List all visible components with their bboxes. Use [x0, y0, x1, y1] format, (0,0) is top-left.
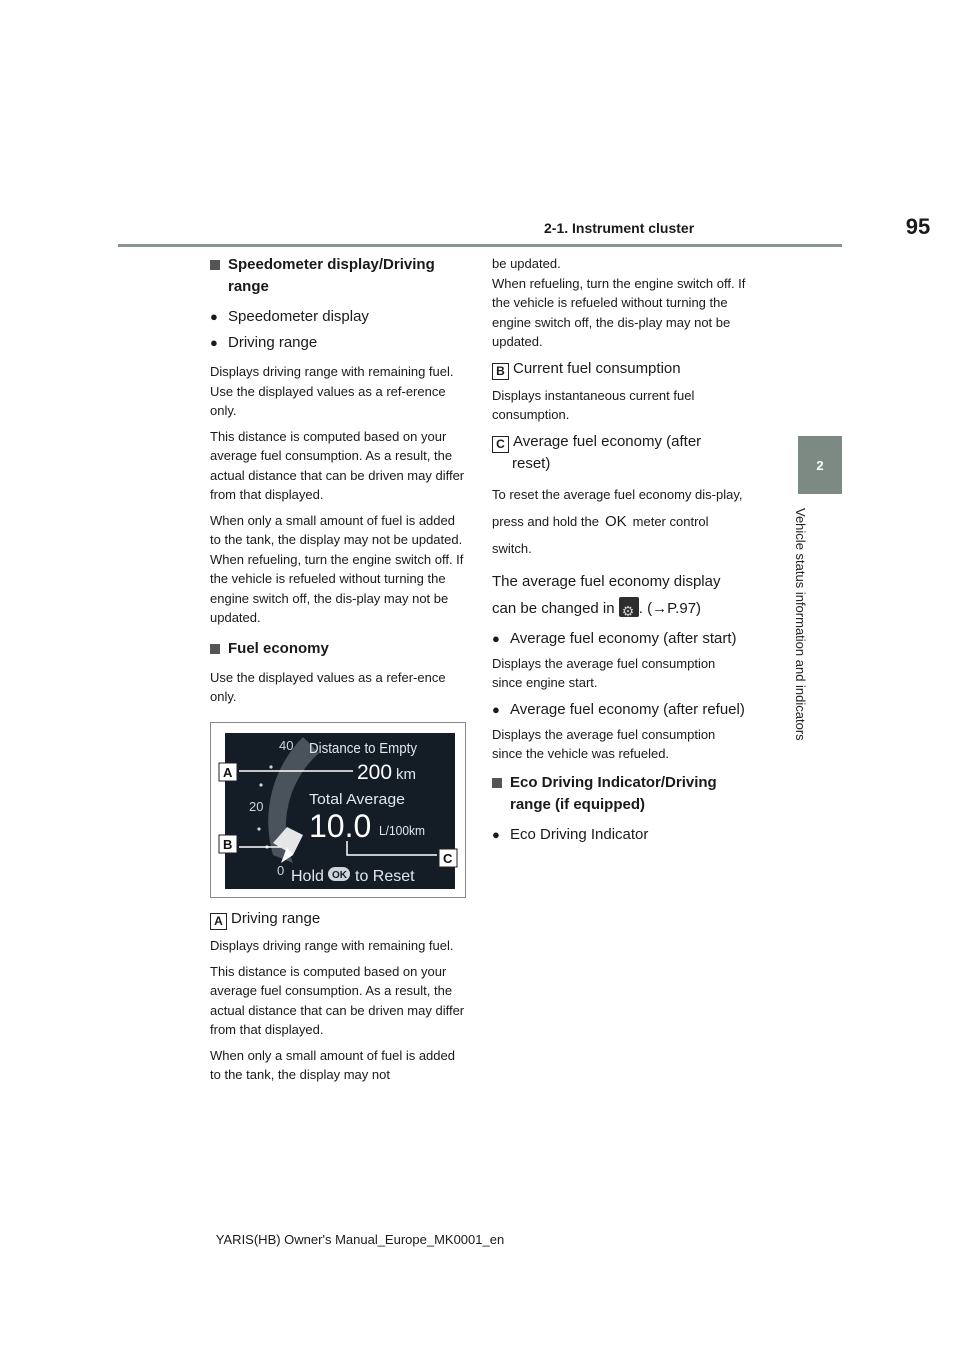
- left-column-continued: [210, 904, 466, 1091]
- reset-text: to Reset: [355, 868, 415, 885]
- label-box-c: C: [492, 436, 509, 453]
- average-value: 10.0: [309, 808, 372, 844]
- left-column: [210, 254, 466, 713]
- settings-text-end: . (→P.97): [638, 599, 702, 617]
- reset-text-start: To reset the average fuel economy dis-play, press and hold the: [492, 486, 743, 529]
- callout-c: C: [443, 851, 453, 866]
- heading-speedometer: Speedometer display/Driving range: [210, 254, 466, 298]
- paragraph: be updated.: [492, 256, 561, 271]
- reset-text-end: meter control switch.: [492, 513, 709, 556]
- paragraph-reset: [492, 481, 748, 562]
- tick-dot: [269, 765, 272, 768]
- label-current-fuel: [492, 358, 748, 380]
- footer-text: YARIS(HB) Owner's Manual_Europe_MK0001_en: [215, 1232, 505, 1247]
- distance-title: Distance to Empty: [309, 740, 418, 757]
- page-number: 95: [905, 214, 931, 239]
- callout-b: B: [223, 837, 233, 852]
- label-box-a: A: [210, 913, 227, 930]
- tick-dot: [259, 783, 262, 786]
- section-header: 2-1. Instrument cluster: [544, 220, 695, 236]
- chapter-number: 2: [816, 457, 824, 473]
- paragraph: This distance is computed based on your average fuel consumption. As a result, the actual distance that can be driven may differ from that displayed.: [210, 963, 465, 1037]
- paragraph: Displays instantaneous current fuel consumption.: [492, 387, 695, 422]
- average-title: Total Average: [309, 791, 405, 808]
- settings-text-start: The average fuel economy display can be changed in: [492, 572, 721, 617]
- fuel-display-illustration: [211, 723, 465, 897]
- bullet-average-start: ● Average fuel economy (after start): [492, 628, 748, 650]
- label-driving-range-text: Driving range: [231, 910, 321, 927]
- distance-unit: km: [396, 766, 416, 783]
- bullet-average-refuel: ● Average fuel economy (after refuel): [492, 699, 748, 721]
- ok-switch-label: OK: [604, 512, 627, 530]
- label-box-b: B: [492, 363, 509, 380]
- bullet-speedometer-display: ● Speedometer display: [210, 306, 466, 328]
- distance-value: 200: [357, 761, 393, 784]
- paragraph: Use the displayed values as a refer-ence only.: [210, 669, 446, 704]
- paragraph: When only a small amount of fuel is added to the tank, the display may not be updated.: [210, 512, 463, 547]
- paragraph: When refueling, turn the engine switch off. If the vehicle is refueled without turning the engine switch off, the dis-play may not be updated.: [210, 551, 464, 625]
- chapter-title: Vehicle status information and indicators: [793, 508, 808, 741]
- paragraph: Displays the average fuel consumption since engine start.: [492, 655, 716, 690]
- gear-icon: [619, 597, 639, 617]
- paragraph: When refueling, turn the engine switch off. If the vehicle is refueled without turning the engine switch off, the dis-play may not be updated.: [492, 275, 746, 349]
- ok-badge-label: OK: [332, 870, 347, 881]
- label-driving-range: [210, 908, 466, 930]
- hold-text: Hold: [291, 868, 324, 885]
- heading-eco-driving: Eco Driving Indicator/Driving range (if equipped): [492, 772, 748, 816]
- paragraph: Displays driving range with remaining fuel.: [210, 938, 454, 953]
- paragraph: Displays the average fuel consumption since the vehicle was refueled.: [492, 726, 716, 761]
- chapter-tab[interactable]: [798, 436, 842, 494]
- bullet-driving-range: ● Driving range: [210, 332, 466, 354]
- average-unit: L/100km: [379, 823, 425, 838]
- callout-a: A: [223, 765, 233, 780]
- right-column: [492, 254, 748, 850]
- paragraph: Displays driving range with remaining fuel. Use the displayed values as a ref-erence only.: [210, 364, 454, 418]
- tick-dot: [257, 827, 260, 830]
- paragraph-settings: [492, 568, 748, 622]
- label-average-reset-text: Average fuel economy (after: [513, 432, 702, 450]
- bullet-eco-driving: ● Eco Driving Indicator: [492, 824, 748, 846]
- instrument-figure: [210, 722, 466, 898]
- label-average-reset-cont: reset): [512, 454, 551, 472]
- tick-label-20: 20: [249, 799, 264, 814]
- label-average-reset: [492, 431, 748, 453]
- heading-fuel-economy: Fuel economy: [210, 638, 466, 660]
- label-current-fuel-text: Current fuel consumption: [513, 359, 681, 377]
- paragraph: This distance is computed based on your average fuel consumption. As a result, the actual distance that can be driven may differ from that displayed.: [210, 428, 465, 502]
- header-rule: [118, 244, 842, 247]
- tick-label-0: 0: [277, 863, 285, 878]
- tick-label-40: 40: [279, 738, 294, 753]
- paragraph: When only a small amount of fuel is added to the tank, the display may not: [210, 1047, 455, 1082]
